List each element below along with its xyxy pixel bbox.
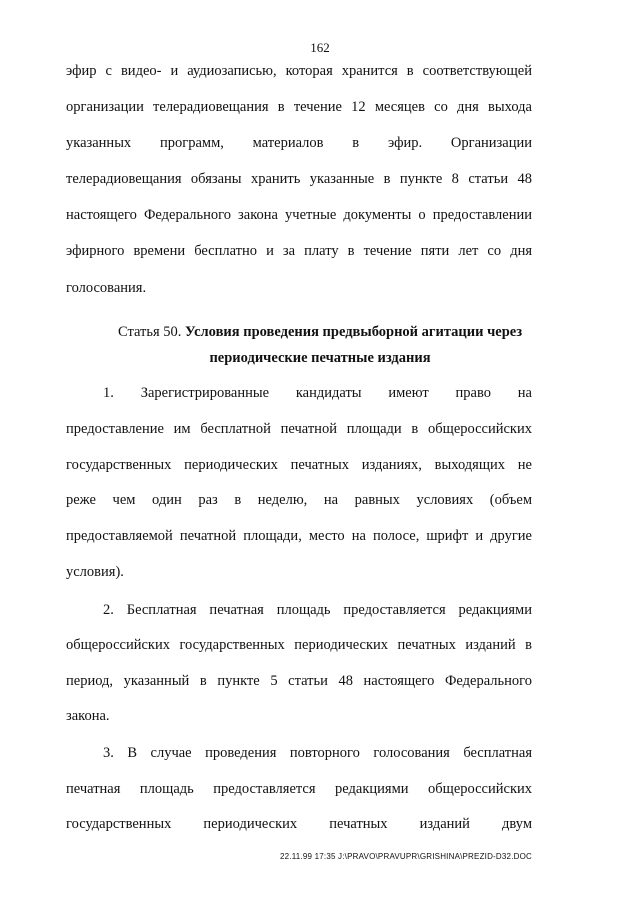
text-line: период, указанный в пункте 5 статьи 48 настоящего Федерального bbox=[66, 673, 532, 689]
text-line: 1. Зарегистрированные кандидаты имеют право на bbox=[103, 385, 532, 401]
text-line: печатная площадь предоставляется редакциями общероссийских bbox=[66, 781, 532, 797]
text-line: телерадиовещания обязаны хранить указанные в пункте 8 статьи 48 bbox=[66, 171, 532, 187]
text-line: государственных периодических печатных изданиях, выходящих не bbox=[66, 457, 532, 473]
text-line: условия). bbox=[66, 564, 124, 580]
text-line: голосования. bbox=[66, 280, 147, 296]
text-line: настоящего Федерального закона учетные документы о предоставлении bbox=[66, 207, 532, 223]
document-footer: 22.11.99 17:35 J:\PRAVO\PRAVUPR\GRISHINA\PREZID-D32.DOC bbox=[280, 852, 532, 861]
text-line: предоставляемой печатной площади, место на полосе, шрифт и другие bbox=[66, 528, 532, 544]
text-line: предоставление им бесплатной печатной площади в общероссийских bbox=[66, 421, 532, 437]
text-line: государственных периодических печатных изданий двум bbox=[66, 816, 532, 832]
text-line: указанных программ, материалов в эфир. Организации bbox=[66, 135, 532, 151]
text-line: эфир с видео- и аудиозаписью, которая хранится в соответствующей bbox=[66, 63, 532, 79]
text-line: 3. В случае проведения повторного голосования бесплатная bbox=[103, 745, 532, 761]
page-number: 162 bbox=[310, 40, 330, 55]
article-prefix: Статья 50. bbox=[117, 324, 182, 340]
article-heading bbox=[0, 323, 640, 341]
article-title-line1: Условия проведения предвыборной агитации через bbox=[185, 324, 523, 340]
text-line: эфирного времени бесплатно и за плату в течение пяти лет со дня bbox=[66, 243, 532, 259]
text-line: 2. Бесплатная печатная площадь предоставляется редакциями bbox=[103, 602, 532, 618]
text-line: закона. bbox=[66, 708, 110, 724]
text-line: реже чем один раз в неделю, на равных условиях (объем bbox=[66, 492, 532, 508]
article-title-line2: периодические печатные издания bbox=[209, 350, 431, 366]
text-line: общероссийских государственных периодических печатных изданий в bbox=[66, 637, 532, 653]
text-line: организации телерадиовещания в течение 12 месяцев со дня выхода bbox=[66, 99, 532, 115]
